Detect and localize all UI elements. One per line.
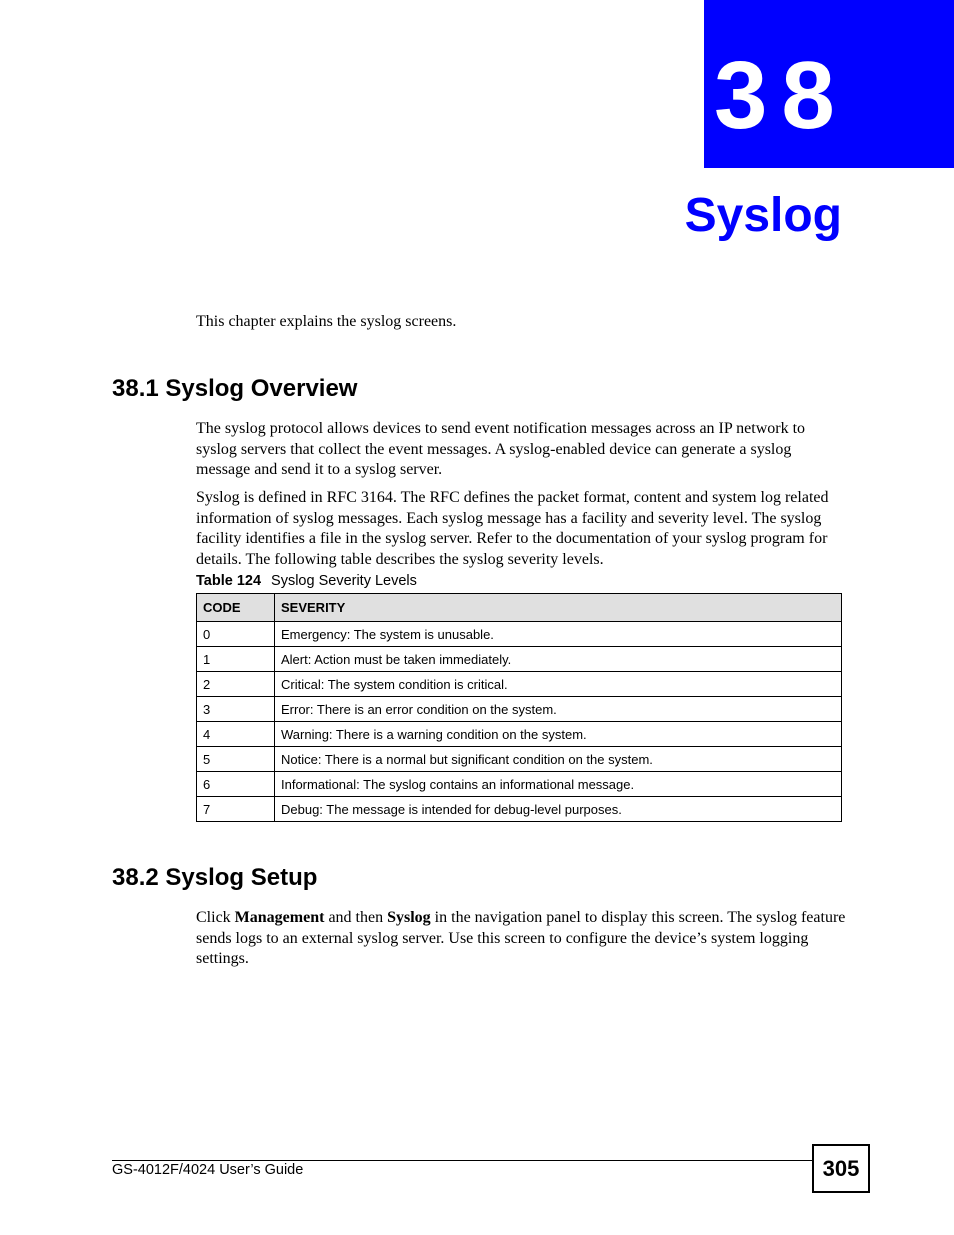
table-row (197, 622, 842, 647)
footer-rule (112, 1160, 812, 1161)
severity-cell: Emergency: The system is unusable. (275, 622, 842, 647)
page-number: 305 (812, 1144, 870, 1193)
overview-paragraph-1: The syslog protocol allows devices to send event notification messages across an IP network to syslog servers that collect the event messages. A syslog-enabled device can generate a syslog message and send it to a syslog server. (196, 420, 806, 478)
setup-text-post: in the navigation panel to display this screen. The syslog feature sends logs to an external syslog server. Use this screen to configure the device’s system logging settings. (196, 909, 846, 967)
table-caption-number: Table 124 (196, 573, 262, 589)
footer-guide-title: GS-4012F/4024 User’s Guide (112, 1162, 304, 1178)
table-row (197, 722, 842, 747)
severity-cell: Error: There is an error condition on the system. (275, 697, 842, 722)
code-cell: 3 (197, 697, 275, 722)
setup-paragraph (196, 908, 846, 970)
table-caption (196, 573, 417, 589)
code-cell: 1 (197, 647, 275, 672)
section-heading-setup: 38.2 Syslog Setup (112, 864, 318, 891)
section-heading-overview: 38.1 Syslog Overview (112, 375, 358, 402)
table-header-row (197, 594, 842, 622)
setup-bold-management: Management (234, 909, 325, 926)
severity-cell: Debug: The message is intended for debug-level purposes. (275, 797, 842, 822)
setup-text-mid: and then (324, 909, 388, 926)
intro-paragraph: This chapter explains the syslog screens. (196, 313, 457, 330)
code-cell: 5 (197, 747, 275, 772)
overview-paragraph-2: Syslog is defined in RFC 3164. The RFC defines the packet format, content and system log related information of syslog messages. Each syslog message has a facility and severity level. The syslog facility identifies a file in the syslog server. Refer to the documentation of your syslog program for details. The following table describes the syslog severity levels. (196, 489, 829, 568)
setup-text-pre: Click (196, 909, 235, 926)
table-row (197, 697, 842, 722)
severity-cell: Critical: The system condition is critical. (275, 672, 842, 697)
severity-cell: Warning: There is a warning condition on the system. (275, 722, 842, 747)
code-cell: 0 (197, 622, 275, 647)
severity-cell: Notice: There is a normal but significant condition on the system. (275, 747, 842, 772)
table-row (197, 772, 842, 797)
table-row (197, 672, 842, 697)
severity-cell: Alert: Action must be taken immediately. (275, 647, 842, 672)
table-row (197, 797, 842, 822)
severity-cell: Informational: The syslog contains an informational message. (275, 772, 842, 797)
code-cell: 2 (197, 672, 275, 697)
code-cell: 4 (197, 722, 275, 747)
code-cell: 7 (197, 797, 275, 822)
code-cell: 6 (197, 772, 275, 797)
table-row (197, 747, 842, 772)
severity-table (196, 593, 842, 822)
table-row (197, 647, 842, 672)
setup-bold-syslog: Syslog (387, 909, 431, 926)
table-header-severity: SEVERITY (275, 594, 842, 622)
table-header-code: CODE (197, 594, 275, 622)
table-caption-text: Syslog Severity Levels (271, 573, 417, 589)
chapter-number: 38 (714, 42, 849, 149)
chapter-title: Syslog (684, 189, 842, 242)
